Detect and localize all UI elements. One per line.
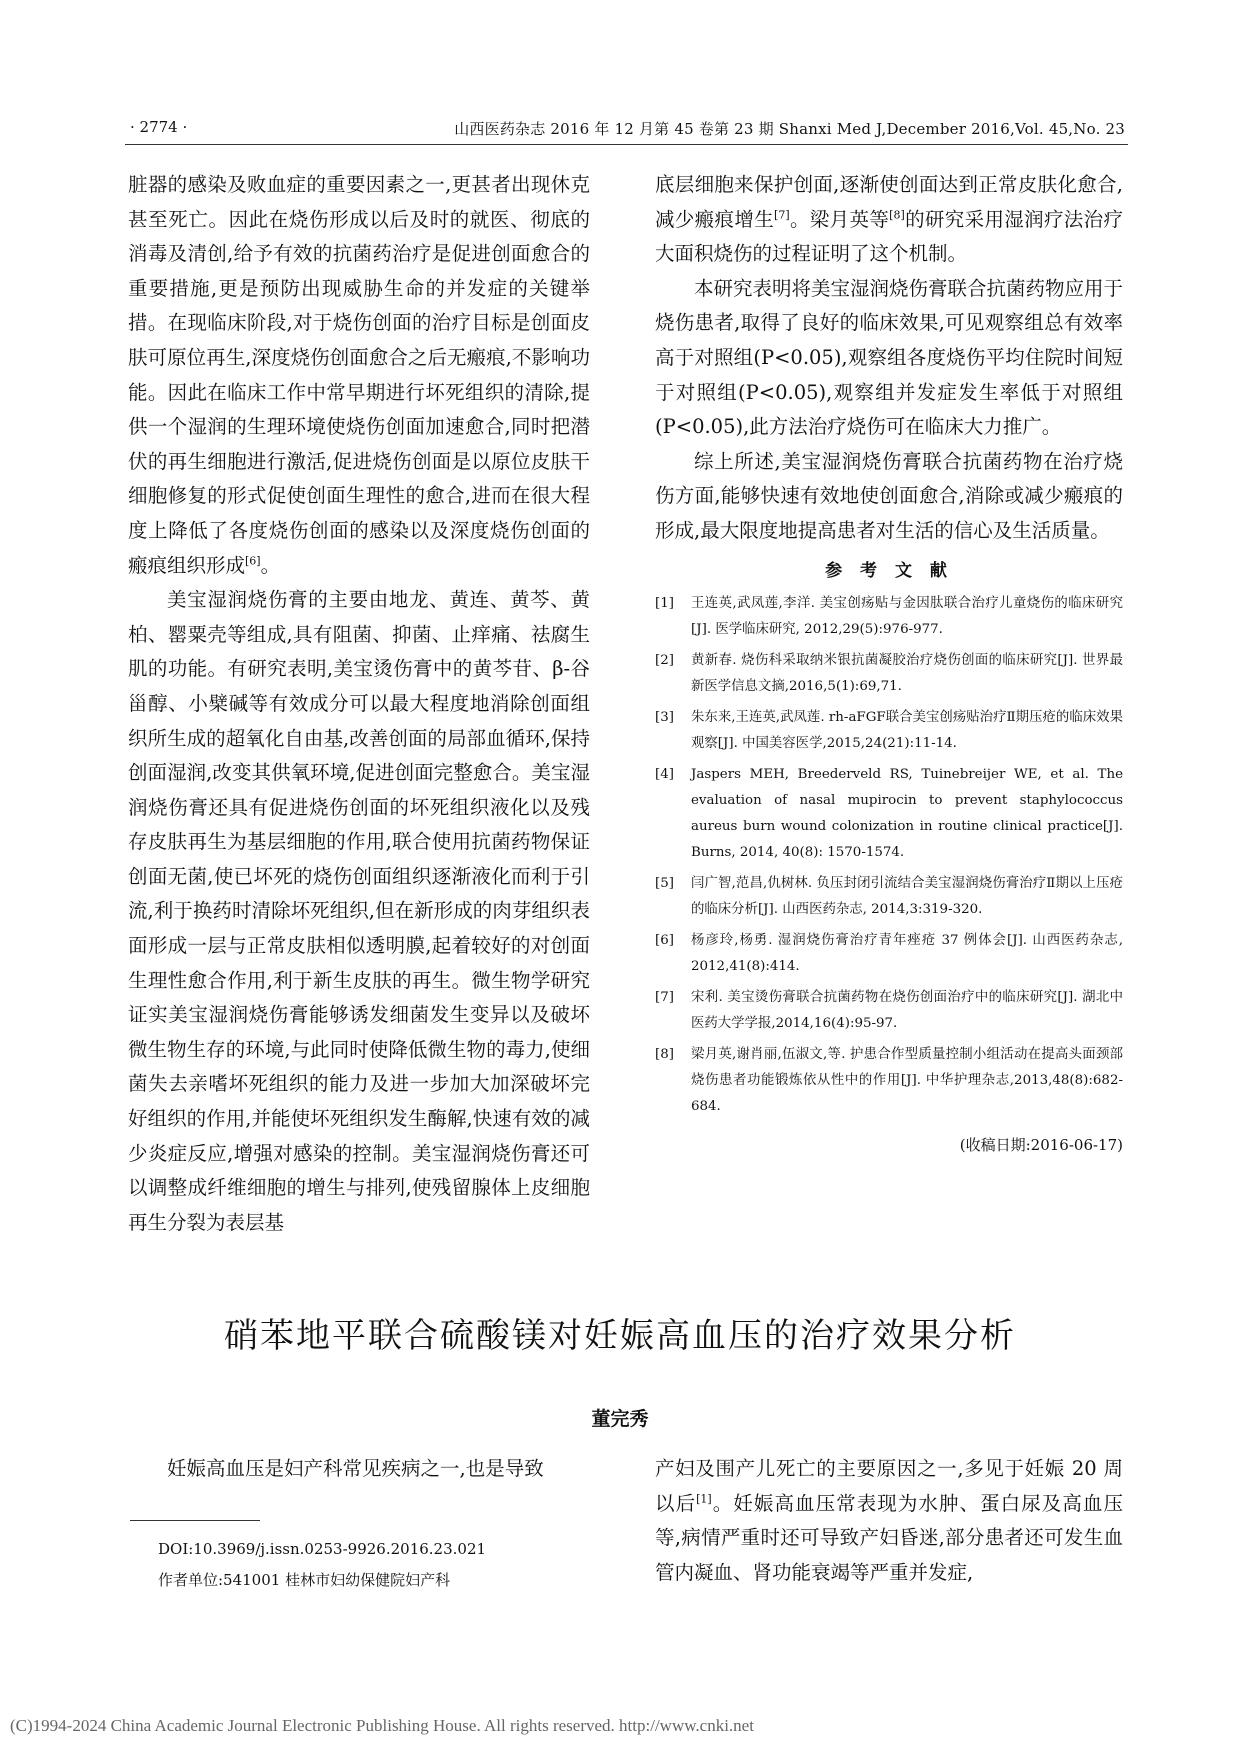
reference-item: [6] 杨彦玲,杨勇. 湿润烧伤膏治疗青年痤疮 37 例体会[J]. 山西医药杂志, 2012,41(8):414.	[655, 932, 1123, 974]
reference-item: [3] 朱东来,王连英,武凤莲. rh-aFGF联合美宝创疡贴治疗Ⅱ期压疮的临床效果观察[J]. 中国美容医学,2015,24(21):11-14.	[655, 709, 1123, 751]
reference-item: [5] 闫广智,范昌,仇树林. 负压封闭引流结合美宝湿润烧伤膏治疗Ⅱ期以上压疮的临床分析[J]. 山西医药杂志, 2014,3:319-320.	[655, 875, 1123, 917]
footnotes	[158, 1534, 486, 1596]
body-paragraph: 产妇及围产儿死亡的主要原因之一,多见于妊娠 20 周以后[1]。妊娠高血压常表现为水肿、蛋白尿及高血压等,病情严重时还可导致产妇昏迷,部分患者还可发生血管内凝血、肾功能衰竭等严重并发症,	[655, 1457, 1123, 1584]
reference-item: [2] 黄新春. 烧伤科采取纳米银抗菌凝胶治疗烧伤创面的临床研究[J]. 世界最新医学信息文摘,2016,5(1):69,71.	[655, 652, 1123, 694]
received-date: (收稿日期:2016-06-17)	[959, 1135, 1123, 1154]
reference-item: [8] 梁月英,谢肖丽,伍淑文,等. 护患合作型质量控制小组活动在提高头面颈部烧伤患者功能锻炼依从性中的作用[J]. 中华护理杂志,2013,48(8):682-684.	[655, 1046, 1123, 1114]
citation: [1]	[696, 1492, 712, 1506]
body-paragraph: 妊娠高血压是妇产科常见疾病之一,也是导致	[167, 1457, 544, 1480]
reference-list	[655, 591, 1123, 1120]
right-column-bottom	[655, 1452, 1123, 1590]
body-paragraph: 脏器的感染及败血症的重要因素之一,更甚者出现休克甚至死亡。因此在烧伤形成以后及时的就医、彻底的消毒及清创,给予有效的抗菌药治疗是促进创面愈合的重要措施,更是预防出现威胁生命的并发症的关键举措。在现临床阶段,对于烧伤创面的治疗目标是创面皮肤可原位再生,深度烧伤创面愈合之后无瘢痕,不影响功能。因此在临床工作中常早期进行坏死组织的清除,提供一个湿润的生理环境使烧伤创面加速愈合,同时把潜伏的再生细胞进行激活,促进烧伤创面是以原位皮肤干细胞修复的形式促使创面生理性的愈合,进而在很大程度上降低了各度烧伤创面的感染以及深度烧伤创面的瘢痕组织形成[6]。	[128, 173, 590, 577]
copyright-footer: (C)1994-2024 China Academic Journal Electronic Publishing House. All rights reserved. http://www.cnki.net	[10, 1716, 754, 1735]
citation: [7]	[774, 208, 790, 222]
body-paragraph: 综上所述,美宝湿润烧伤膏联合抗菌药物在治疗烧伤方面,能够快速有效地使创面愈合,消除或减少瘢痕的形成,最大限度地提高患者对生活的信心及生活质量。	[655, 449, 1123, 542]
reference-item: [4] Jaspers MEH, Breederveld RS, Tuinebreijer WE, et al. The evaluation of nasal mupirocin to prevent staphylococcus aureus burn wound colonization in routine clinical practice[J]. Burns, 2014, 40(8): 1570-1574.	[655, 766, 1123, 860]
article-title: 硝苯地平联合硫酸镁对妊娠高血压的治疗效果分析	[224, 1316, 1016, 1356]
running-header	[130, 118, 1125, 144]
citation: [8]	[889, 208, 905, 222]
references-heading: 参 考 文 献	[825, 560, 953, 581]
author-affiliation: 作者单位:541001 桂林市妇幼保健院妇产科	[158, 1571, 451, 1589]
left-column-bottom	[128, 1452, 590, 1487]
page-number: · 2774 ·	[130, 118, 188, 136]
header-rule	[125, 144, 1128, 145]
body-paragraph: 美宝湿润烧伤膏的主要由地龙、黄连、黄芩、黄柏、罂粟壳等组成,具有阻菌、抑菌、止痒痛、祛腐生肌的功能。有研究表明,美宝烫伤膏中的黄芩苷、β-谷甾醇、小檗碱等有效成分可以最大程度地消除创面组织所生成的超氧化自由基,改善创面的局部血循环,保持创面湿润,改变其供氧环境,促进创面完整愈合。美宝湿润烧伤膏还具有促进烧伤创面的坏死组织液化以及残存皮肤再生为基层细胞的作用,联合使用抗菌药物保证创面无菌,使已坏死的烧伤创面组织逐渐液化而利于引流,利于换药时清除坏死组织,但在新形成的肉芽组织表面形成一层与正常皮肤相似透明膜,起着较好的对创面生理性愈合作用,利于新生皮肤的再生。微生物学研究证实美宝湿润烧伤膏能够诱发细菌发生变异以及破坏微生物生存的环境,与此同时使降低微生物的毒力,使细菌失去亲嗜坏死组织的能力及进一步加大加深破坏完好组织的作用,并能使坏死组织发生酶解,快速有效的减少炎症反应,增强对感染的控制。美宝湿润烧伤膏还可以调整成纤维细胞的增生与排列,使残留腺体上皮细胞再生分裂为表层基	[128, 588, 590, 1234]
citation: [6]	[245, 554, 261, 568]
journal-citation: 山西医药杂志 2016 年 12 月第 45 卷第 23 期 Shanxi Med J,December 2016,Vol. 45,No. 23	[454, 120, 1125, 138]
right-column-top	[655, 168, 1123, 1162]
reference-item: [1] 王连英,武凤莲,李洋. 美宝创疡贴与金因肽联合治疗儿童烧伤的临床研究[J]. 医学临床研究, 2012,29(5):976-977.	[655, 595, 1123, 637]
footnote-rule	[130, 1520, 260, 1521]
reference-item: [7] 宋利. 美宝烫伤膏联合抗菌药物在烧伤创面治疗中的临床研究[J]. 湖北中医药大学学报,2014,16(4):95-97.	[655, 989, 1123, 1031]
body-paragraph: 本研究表明将美宝湿润烧伤膏联合抗菌药物应用于烧伤患者,取得了良好的临床效果,可见观察组总有效率高于对照组(P<0.05),观察组各度烧伤平均住院时间短于对照组(P<0.05),观察组并发症发生率低于对照组(P<0.05),此方法治疗烧伤可在临床大力推广。	[655, 276, 1124, 439]
author-name: 董完秀	[591, 1408, 649, 1430]
left-column-top	[128, 168, 590, 1240]
body-paragraph: 底层细胞来保护创面,逐渐使创面达到正常皮肤化愈合,减少瘢痕增生[7]。梁月英等[8]的研究采用湿润疗法治疗大面积烧伤的过程证明了这个机制。	[655, 173, 1123, 266]
doi: DOI:10.3969/j.issn.0253-9926.2016.23.021	[158, 1540, 487, 1558]
